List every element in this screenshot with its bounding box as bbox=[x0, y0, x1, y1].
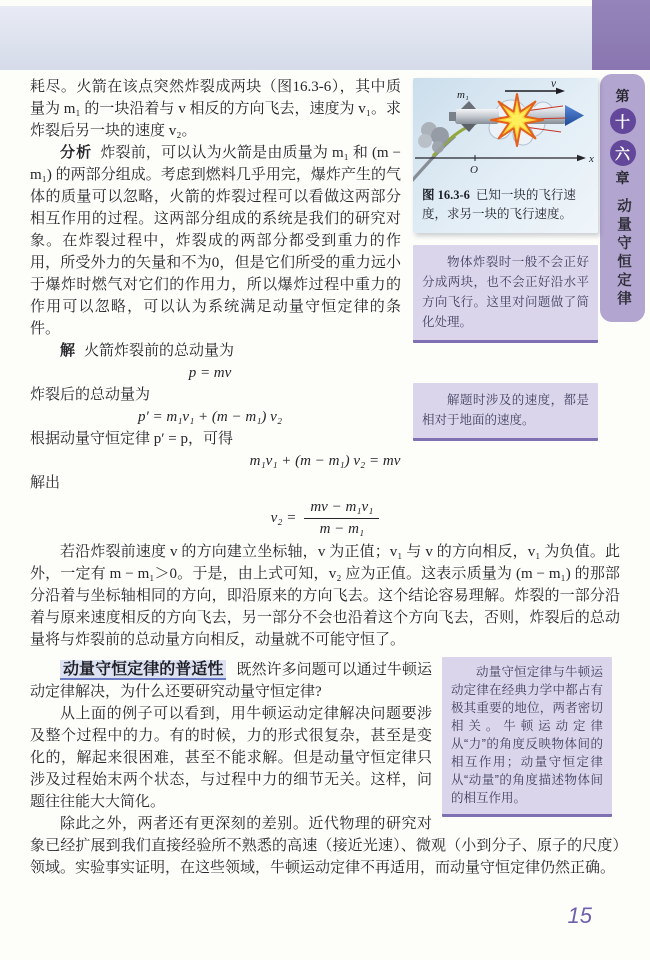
formula-total-momentum-after: p′ = m₁v₁ + (m − m₁) v₂ bbox=[137, 409, 283, 425]
paragraph-after-burst: 炸裂后的总动量为 bbox=[30, 387, 151, 403]
analysis-label: 分析 bbox=[60, 145, 93, 161]
analysis-text: 炸裂前，可以认为火箭是由质量为 m₁ 和 (m − m₁) 的两部分组成。考虑到燃料几乎用完，爆炸产生的气体的质量可以忽略，火箭的炸裂过程可以看做这两部分相互作用的过程。这两部分组成的系统是我们的研究对象。在炸裂过程中，炸裂成的两部分都受到重力的作用，所受外力的矢量和不为0，但是它们所受的重力远小于爆炸时燃气对它们的作用力，所以爆炸过程中重力的作用可以忽略，可以认为系统满足动量守恒定律的条件。 bbox=[30, 145, 401, 337]
result-numerator: mv − m₁v₁ bbox=[304, 498, 379, 519]
solution-label: 解 bbox=[60, 343, 77, 359]
x-axis-label: x bbox=[589, 153, 594, 165]
chapter-number-circle-ten: 十 bbox=[610, 108, 636, 134]
chapter-suffix: 章 bbox=[615, 170, 630, 186]
paragraph-discussion: 若沿炸裂前速度 v 的方向建立坐标轴，v 为正值；v₁ 与 v 的方向相反，v₁ 为负值。此外，一定有 m − m₁＞0。于是，由上式可知，v₂ 应为正值。这表示质量为 (m − m₁) 的那部分沿着与坐标轴相同的方向，即沿原来的方向飞去。这个结论容易理解。炸裂的一部分沿着与原来速度相反的方向飞去，另一部分不会也沿着这个方向飞去，否则，炸裂后的总动量将与炸裂前的总动量方向相反，动量就不可能守恒了。 bbox=[30, 544, 620, 648]
chapter-prefix: 第 bbox=[615, 88, 630, 104]
paragraph-intro: 耗尽。火箭在该点突然炸裂成两块（图16.3-6），其中质量为 m₁ 的一块沿着与 v 相反的方向飞去，速度为 v₁。求炸裂后另一块的速度 v₂。 bbox=[30, 79, 401, 139]
top-decorative-band bbox=[0, 6, 592, 70]
x-axis-arrowhead bbox=[577, 155, 586, 161]
origin-label: O bbox=[470, 164, 478, 176]
result-lhs: v₂ = bbox=[270, 510, 297, 526]
section-heading: 动量守恒定律的普适性 bbox=[60, 660, 226, 680]
formula-total-momentum-before: p = mv bbox=[188, 365, 232, 381]
mass-label: m₁ bbox=[457, 89, 469, 101]
figure-caption-label: 图 16.3-6 bbox=[422, 188, 470, 202]
paragraph-conservation: 根据动量守恒定律 p′ = p，可得 bbox=[30, 431, 233, 447]
formula-result bbox=[30, 498, 620, 539]
chapter-number-circle-six: 六 bbox=[610, 140, 636, 166]
main-content bbox=[30, 76, 620, 879]
solution-lead-text: 火箭炸裂前的总动量为 bbox=[84, 343, 235, 359]
right-column-note bbox=[442, 657, 612, 817]
velocity-arrowhead bbox=[556, 88, 565, 94]
right-column bbox=[413, 78, 598, 441]
paragraph-solve: 解出 bbox=[30, 475, 61, 491]
section-question: 既然许多问题可以通过牛顿运动定律解决，为什么还要研究动量守恒定律? bbox=[30, 662, 432, 700]
paragraph-newton-limits: 从上面的例子可以看到，用牛顿运动定律解决问题要涉及整个过程中的力。有的时候，力的形式很复杂，甚至是变化的，解起来很困难，甚至不能求解。但是动量守恒定律只涉及过程始末两个状态，与过程中力的细节无关。这样，问题往往能大大简化。 bbox=[30, 706, 432, 810]
velocity-label: v bbox=[551, 78, 557, 90]
result-denominator: m − m₁ bbox=[319, 521, 365, 537]
rocket-explosion-illustration bbox=[413, 78, 598, 184]
smoke-cloud bbox=[418, 122, 449, 153]
corner-purple-block bbox=[592, 0, 650, 70]
margin-note-simplification: 物体炸裂时一般不会正好分成两块，也不会正好沿水平方向飞行。这里对问题做了简化处理。 bbox=[413, 245, 598, 343]
figure-caption bbox=[413, 184, 598, 233]
paragraph-modern-physics: 除此之外，两者还有更深刻的差别。近代物理的研究对象已经扩展到我们直接经验所不熟悉的高速（接近光速）、微观（小到分子、原子的尺度）领域。实验事实证明，在这些领域，牛顿运动定律不再适用，而动量守恒定律仍然正确。 bbox=[30, 816, 620, 876]
chapter-title: 动量守恒定律 bbox=[615, 198, 631, 309]
margin-note-ground-speed: 解题时涉及的速度，都是相对于地面的速度。 bbox=[413, 383, 598, 441]
margin-note-newton-comparison: 动量守恒定律与牛顿运动定律在经典力学中都占有极其重要的地位，两者密切相关。牛顿运动定律从“力”的角度反映物体间的相互作用；动量守恒定律从“动量”的角度描述物体间的相互作用。 bbox=[442, 657, 612, 817]
result-fraction bbox=[304, 498, 379, 539]
page-number: 15 bbox=[567, 903, 592, 928]
formula-conservation-equation: m₁v₁ + (m − m₁) v₂ = mv bbox=[249, 453, 401, 469]
figure-caption-text: 已知一块的飞行速度，求另一块的飞行速度。 bbox=[422, 188, 576, 221]
figure-16-3-6 bbox=[413, 78, 598, 233]
